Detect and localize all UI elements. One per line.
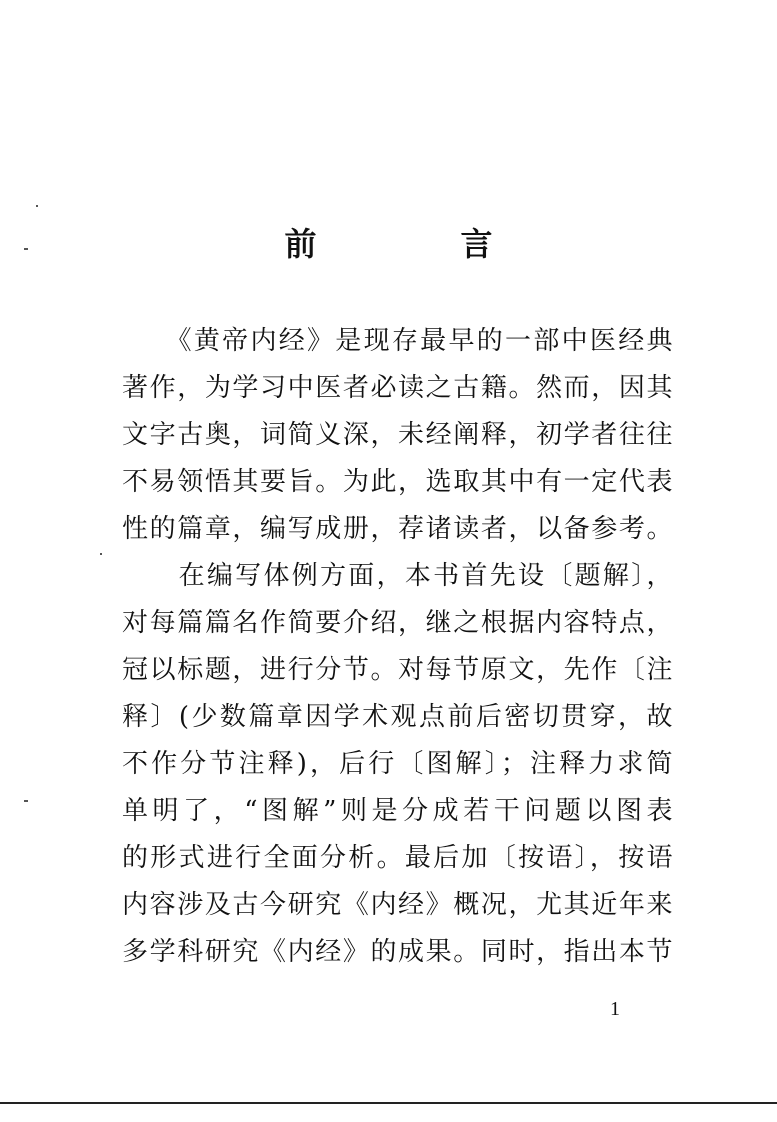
- page-title: 前 言: [284, 225, 549, 263]
- text-line: 《黄帝内经》是现存最早的一部中医经典: [122, 326, 674, 356]
- text-line: 不作分节注释)，后行〔图解〕；注释力求简: [122, 749, 674, 779]
- text-line: 内容涉及古今研究《内经》概况，尤其近年来: [122, 890, 674, 920]
- preface-body: [122, 318, 674, 976]
- text-line: 对每篇篇名作简要介绍，继之根据内容特点，: [122, 608, 674, 638]
- text-line: 不易领悟其要旨。为此，选取其中有一定代表: [122, 467, 674, 497]
- text-line: 释〕(少数篇章因学术观点前后密切贯穿，故: [122, 702, 674, 732]
- text-line: 的形式进行全面分析。最后加〔按语〕，按语: [122, 843, 674, 873]
- scan-speck: [36, 205, 38, 207]
- scan-speck: [100, 553, 102, 555]
- text-line: 多学科研究《内经》的成果。同时，指出本节: [122, 937, 674, 967]
- scan-speck: [24, 800, 28, 802]
- text-line: 著作，为学习中医者必读之古籍。然而，因其: [122, 373, 674, 403]
- text-line: 冠以标题，进行分节。对每节原文，先作〔注: [122, 655, 674, 685]
- bottom-rule: [0, 1102, 777, 1104]
- text-line: 性的篇章，编写成册，荐诸读者，以备参考。: [122, 514, 674, 544]
- text-line: 单明了，“图解”则是分成若干问题以图表: [122, 796, 674, 826]
- text-line: 在编写体例方面，本书首先设〔题解〕，: [122, 561, 674, 591]
- page-number: 1: [610, 998, 620, 1020]
- text-line: 文字古奥，词简义深，未经阐释，初学者往往: [122, 420, 674, 450]
